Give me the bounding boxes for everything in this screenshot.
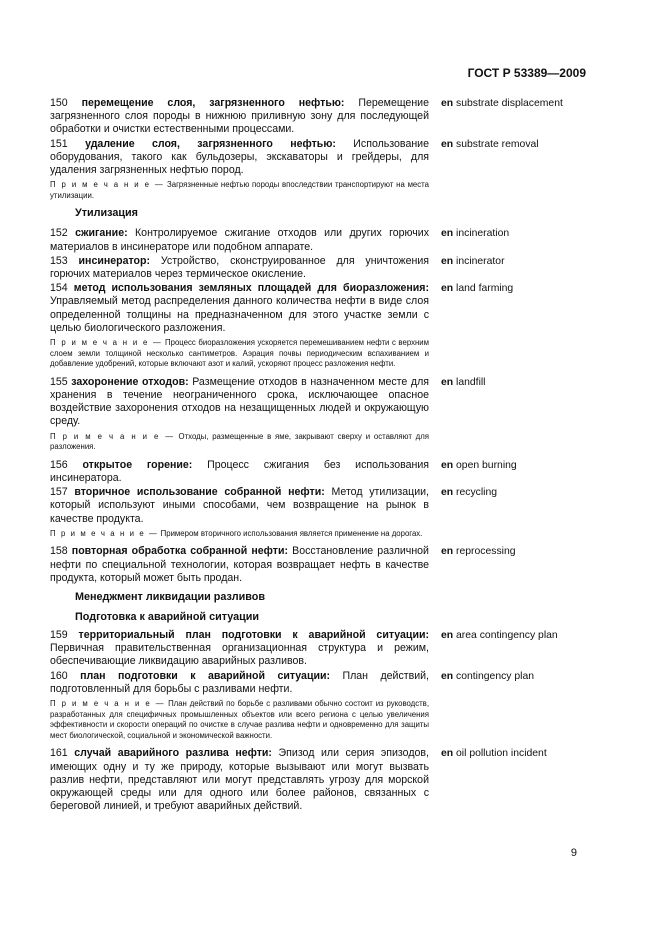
entry-number: 161 [50, 747, 68, 760]
section-heading-utilization: Утилизация [75, 207, 138, 220]
term-title: инсинератор: [78, 254, 151, 267]
term-entry-156 [50, 459, 590, 485]
english-equivalent: incineration [456, 228, 510, 240]
en-prefix: en [441, 748, 454, 760]
page-number: 9 [570, 847, 577, 859]
en-prefix: en [441, 546, 454, 558]
entry-number: 150 [50, 97, 68, 109]
note-label: П р и м е ч а н и е — [50, 431, 175, 441]
section-heading-preparedness: Подготовка к аварийной ситуации [75, 611, 260, 624]
term-entry-152 [50, 227, 590, 253]
english-equivalent: recycling [456, 487, 498, 499]
term-definition: Восстановление различной нефти по специальной технологии, которая возвращает нефть в качестве продукта, который может быть продан. [50, 545, 429, 584]
term-title: вторичное использование собранной нефти: [74, 486, 325, 499]
term-entry-157 [50, 486, 590, 526]
en-prefix: en [441, 255, 454, 267]
entry-number: 151 [50, 137, 68, 150]
term-entry-153 [50, 255, 590, 281]
term-definition: Использование оборудования, такого как бульдозеры, экскаваторы и грейдеры, для удаления загрязненных нефтью пород. [50, 137, 429, 177]
note-154 [50, 338, 429, 370]
entry-number: 153 [50, 254, 68, 267]
en-prefix: en [441, 98, 454, 109]
note-label: П р и м е ч а н и е — [50, 338, 163, 348]
entry-number: 152 [50, 227, 68, 240]
term-entry-150 [50, 97, 590, 137]
note-155 [50, 432, 429, 453]
note-text: План действий по борьбе с разливами обычно состоит из руководств, разработанных для специфичных промышленных объектов или всего региона с целью увеличения эффективности и скорости операций по очистке в случае разлива нефти и одновременно для защиты мест биологической, социальной и экономической важности. [50, 699, 429, 740]
english-equivalent: contingency plan [456, 670, 535, 682]
document-body [50, 97, 590, 814]
english-equivalent: incinerator [456, 255, 505, 267]
term-title: план подготовки к аварийной ситуации: [80, 669, 331, 682]
entry-number: 157 [50, 486, 68, 499]
note-text: Отходы, размещенные в яме, закрывают сверху и оставляют для разложения. [50, 431, 430, 452]
note-label: П р и м е ч а н и е — [50, 180, 165, 190]
standard-header: ГОСТ Р 53389—2009 [467, 66, 586, 80]
note-157 [50, 529, 429, 540]
term-definition: План действий, подготовленный для борьбы с разливами нефти. [50, 669, 429, 695]
term-entry-161 [50, 747, 590, 813]
english-equivalent: land farming [456, 283, 514, 295]
entry-number: 158 [50, 545, 68, 558]
english-equivalent: area contingency plan [456, 630, 558, 642]
term-title: повторная обработка собранной нефти: [71, 545, 289, 558]
term-title: сжигание: [75, 227, 128, 240]
term-entry-155 [50, 376, 590, 429]
entry-number: 154 [50, 282, 68, 295]
note-label: П р и м е ч а н и е — [50, 528, 159, 538]
en-prefix: en [441, 283, 454, 295]
entry-number: 155 [50, 375, 68, 388]
en-prefix: en [441, 228, 454, 240]
english-equivalent: substrate displacement [456, 98, 563, 109]
english-equivalent: substrate removal [456, 138, 539, 150]
term-entry-151 [50, 138, 590, 178]
term-title: метод использования земляных площадей для биоразложения: [73, 282, 429, 295]
term-definition: Перемещение загрязненного слоя породы в нижнюю приливную зону для последующей обработки и очистки естественными процессами. [50, 97, 429, 136]
term-title: территориальный план подготовки к аварийной ситуации: [78, 629, 429, 642]
term-title: случай аварийного разлива нефти: [74, 747, 272, 760]
entry-number: 160 [50, 669, 68, 682]
note-text: Загрязненные нефтью породы впоследствии транспортируют на места утилизации. [50, 180, 429, 200]
note-160 [50, 699, 429, 741]
section-heading-management: Менеджмент ликвидации разливов [75, 591, 265, 604]
term-entry-158 [50, 545, 590, 585]
term-title: захоронение отходов: [71, 375, 189, 388]
term-definition: Эпизод или серия эпизодов, имеющих одну и ту же природу, которые вызывают или могут вызвать разлив нефти, представляют или могут представлять угрозу для морской окружающей среды или для одного или более районов, связанных с береговой линией, и требуют аварийных действий. [50, 747, 429, 813]
entry-number: 156 [50, 458, 68, 471]
term-definition: Метод утилизации, который используют иными способами, чем возвращение на рынок в качестве продукта. [50, 486, 429, 525]
note-151 [50, 180, 429, 201]
english-equivalent: oil pollution incident [456, 748, 547, 760]
en-prefix: en [441, 670, 454, 682]
term-definition: Процесс сжигания без использования инсинератора. [50, 458, 429, 485]
note-label: П р и м е ч а н и е — [50, 699, 166, 709]
note-text: Процесс биоразложения ускоряется перемешиванием нефти с верхним слоем земли толщиной несколько сантиметров. Аэрация почвы периодическим вспахиванием и добавление удобрений, которые включают азот и калий, ускоряют процесс разложения нефти. [50, 338, 429, 369]
en-prefix: en [441, 487, 454, 499]
entry-number: 159 [50, 629, 68, 642]
term-entry-160 [50, 670, 590, 696]
term-entry-154 [50, 282, 590, 335]
english-equivalent: open burning [456, 459, 517, 471]
term-definition: Устройство, сконструированное для уничтожения горючих материалов через термическое окисление. [50, 254, 429, 281]
term-title: удаление слоя, загрязненного нефтью: [85, 137, 336, 150]
term-definition: Контролируемое сжигание отходов или других горючих материалов в инсинераторе или подобном аппарате. [50, 227, 429, 253]
en-prefix: en [441, 630, 454, 642]
en-prefix: en [441, 459, 454, 471]
en-prefix: en [441, 376, 454, 388]
term-definition: Первичная правительственная организационная структура и режим, обеспечивающие ликвидацию аварийных разливов. [50, 642, 429, 668]
en-prefix: en [441, 138, 454, 150]
note-text: Примером вторичного использования является применение на дорогах. [160, 528, 423, 538]
term-title: открытое горение: [82, 458, 193, 471]
term-definition: Размещение отходов в назначенном месте для хранения в течение неограниченного срока, исключающее опасное воздействие захоронения отходов на незащищенных людей и окружающую среду. [50, 375, 429, 428]
term-title: перемещение слоя, загрязненного нефтью: [81, 97, 345, 109]
english-equivalent: landfill [456, 376, 486, 388]
term-definition: Управляемый метод распределения данного количества нефти в виде слоя определенной толщины на предназначенном для этого участке земли с целью биологического разложения. [50, 295, 429, 334]
term-entry-159 [50, 629, 590, 669]
english-equivalent: reprocessing [456, 546, 516, 558]
